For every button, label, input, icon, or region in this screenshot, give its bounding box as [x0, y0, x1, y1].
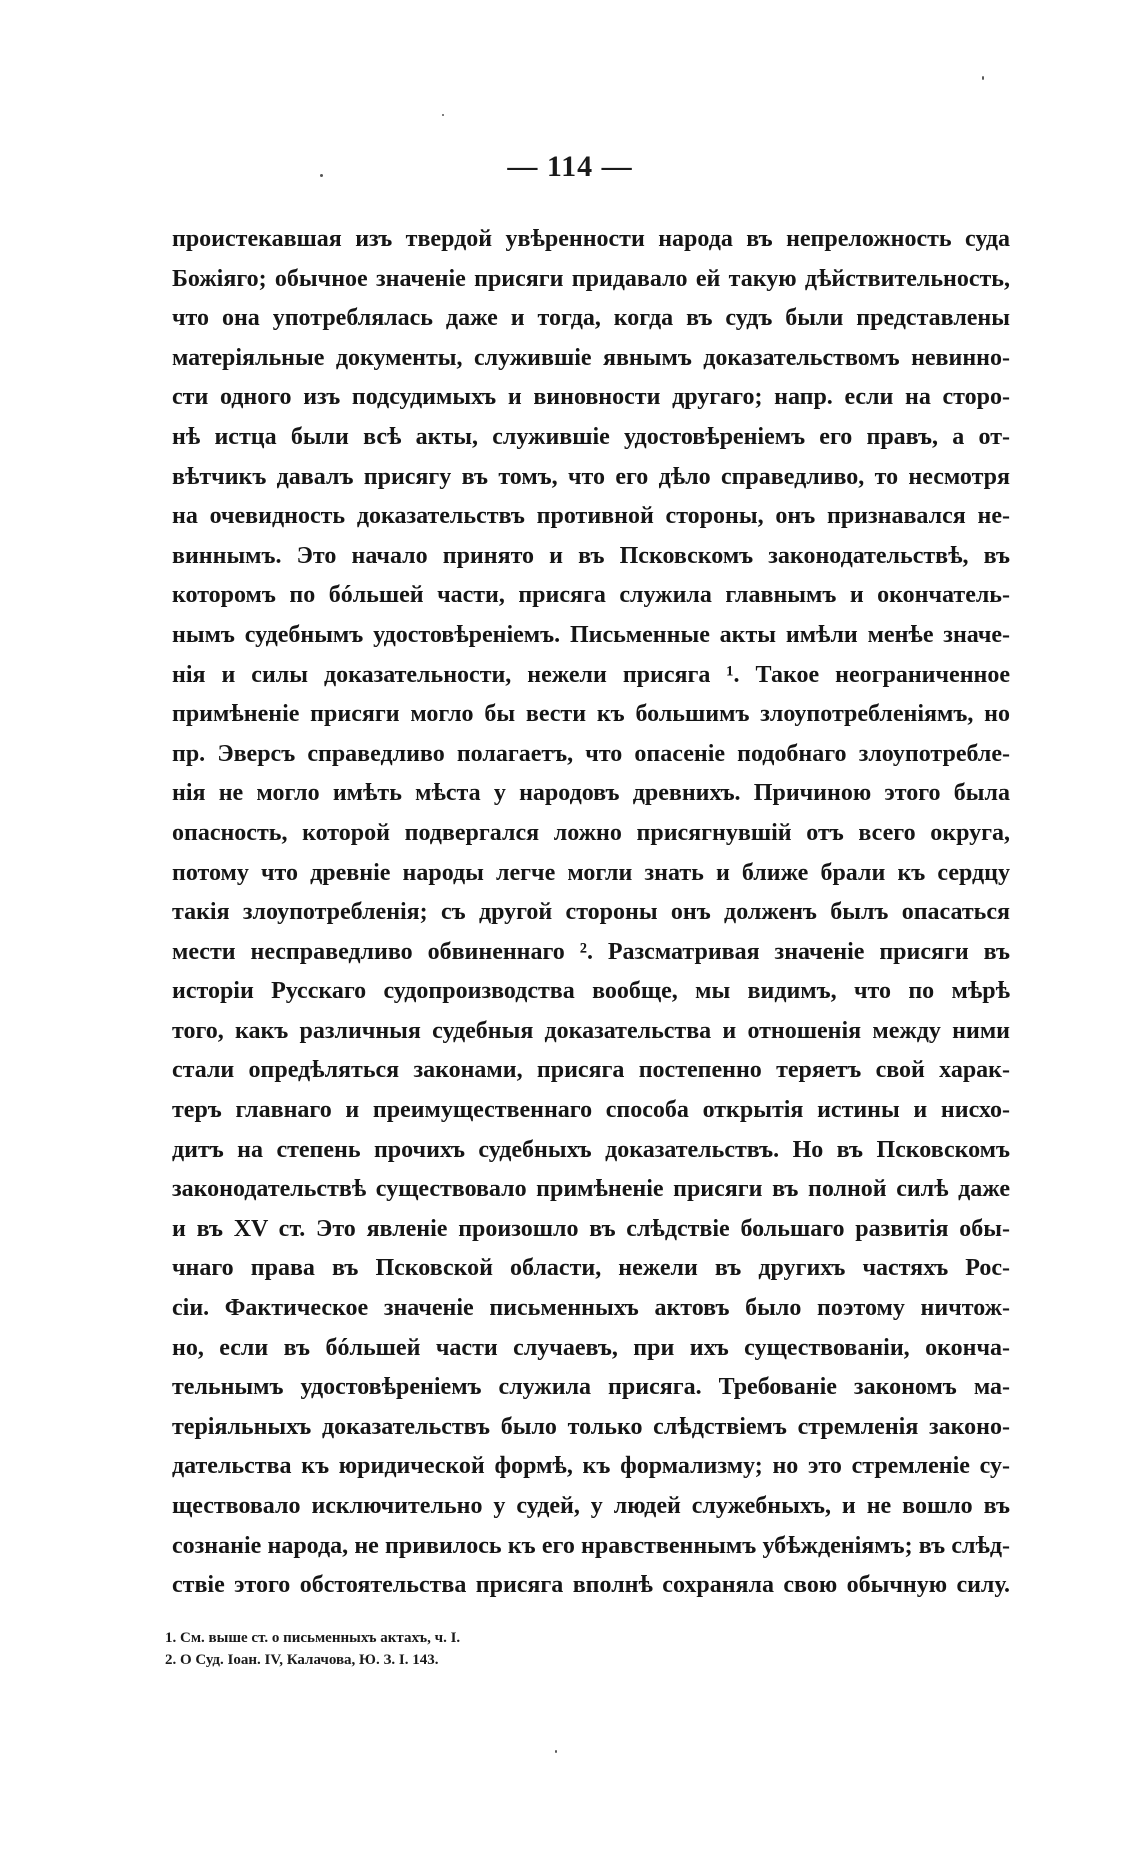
text-line: нѣ истца были всѣ акты, служившіе удостовѣреніемъ его правъ, а от-: [172, 423, 1010, 450]
text-line: теріяльныхъ доказательствъ было только слѣдствіемъ стремленія законо-: [172, 1413, 1010, 1440]
text-line: и въ XV ст. Это явленіе произошло въ слѣдствіе большаго развитія обы-: [172, 1215, 1010, 1242]
text-line: чнаго права въ Псковской области, нежели въ другихъ частяхъ Рос-: [172, 1255, 1010, 1282]
text-line: сти одного изъ подсудимыхъ и виновности другаго; напр. если на сторо-: [172, 384, 1010, 411]
text-line: стали опредѣляться законами, присяга постепенно теряетъ свой харак-: [172, 1057, 1010, 1084]
footnote: 2. О Суд. Іоан. IV, Калачова, Ю. З. I. 143.: [165, 1652, 439, 1668]
text-line: дательства къ юридической формѣ, къ формализму; но это стремленіе су-: [172, 1453, 1010, 1480]
text-line: которомъ по бóльшей части, присяга служила главнымъ и окончатель-: [172, 582, 1010, 609]
text-line: примѣненіе присяги могло бы вести къ большимъ злоупотребленіямъ, но: [172, 701, 1010, 728]
text-line: такія злоупотребленія; съ другой стороны онъ долженъ былъ опасаться: [172, 899, 1010, 926]
text-line: дитъ на степень прочихъ судебныхъ доказательствъ. Но въ Псковскомъ: [172, 1136, 1010, 1163]
text-line: сознаніе народа, не привилось къ его нравственнымъ убѣжденіямъ; въ слѣд-: [172, 1532, 1010, 1559]
text-line: проистекавшая изъ твердой увѣренности народа въ непреложность суда: [172, 226, 1010, 252]
text-line: нія не могло имѣть мѣста у народовъ древнихъ. Причиною этого была: [172, 780, 1010, 807]
text-line: на очевидность доказательствъ противной стороны, онъ признавался не-: [172, 503, 1010, 530]
page-number: — 114 —: [507, 150, 633, 183]
text-line: мести несправедливо обвиненнаго ². Разсматривая значеніе присяги въ: [172, 938, 1010, 965]
print-speck: [442, 114, 444, 116]
text-line: ствіе этого обстоятельства присяга вполнѣ сохраняла свою обычную силу.: [172, 1572, 1010, 1599]
text-line: ществовало исключительно у судей, у людей служебныхъ, и не вошло въ: [172, 1493, 1010, 1519]
print-speck: [982, 76, 984, 80]
text-line: нія и силы доказательности, нежели присяга ¹. Такое неограниченное: [172, 661, 1010, 688]
print-speck: [320, 174, 323, 177]
text-line: потому что древніе народы легче могли знать и ближе брали къ сердцу: [172, 859, 1010, 886]
text-line: пр. Эверсъ справедливо полагаетъ, что опасеніе подобнаго злоупотребле-: [172, 740, 1010, 767]
text-line: законодательствѣ существовало примѣненіе присяги въ полной силѣ даже: [172, 1176, 1010, 1203]
text-line: вѣтчикъ давалъ присягу въ томъ, что его дѣло справедливо, то несмотря: [172, 463, 1010, 490]
text-line: виннымъ. Это начало принято и въ Псковскомъ законодательствѣ, въ: [172, 542, 1010, 569]
text-line: что она употреблялась даже и тогда, когда въ судъ были представлены: [172, 305, 1010, 332]
text-line: Божіяго; обычное значеніе присяги придавало ей такую дѣйствительность,: [172, 265, 1010, 292]
text-line: матеріяльные документы, служившіе явнымъ доказательствомъ невинно-: [172, 344, 1010, 371]
text-line: тельнымъ удостовѣреніемъ служила присяга. Требованіе закономъ ма-: [172, 1374, 1010, 1401]
body-text: [172, 220, 1010, 1606]
footnote: 1. См. выше ст. о письменныхъ актахъ, ч. I.: [165, 1630, 461, 1646]
text-line: теръ главнаго и преимущественнаго способа открытія истины и нисхо-: [172, 1097, 1010, 1124]
text-line: сіи. Фактическое значеніе письменныхъ актовъ было поэтому ничтож-: [172, 1295, 1010, 1322]
text-line: опасность, которой подвергался ложно присягнувшій отъ всего округа,: [172, 819, 1010, 846]
text-line: нымъ судебнымъ удостовѣреніемъ. Письменные акты имѣли менѣе значе-: [172, 621, 1010, 648]
text-line: исторіи Русскаго судопроизводства вообще, мы видимъ, что по мѣрѣ: [172, 978, 1010, 1005]
footnotes: [165, 1627, 665, 1671]
text-line: но, если въ бóльшей части случаевъ, при ихъ существованіи, оконча-: [172, 1334, 1010, 1361]
print-speck: [555, 1750, 557, 1753]
text-line: того, какъ различныя судебныя доказательства и отношенія между ними: [172, 1017, 1010, 1044]
